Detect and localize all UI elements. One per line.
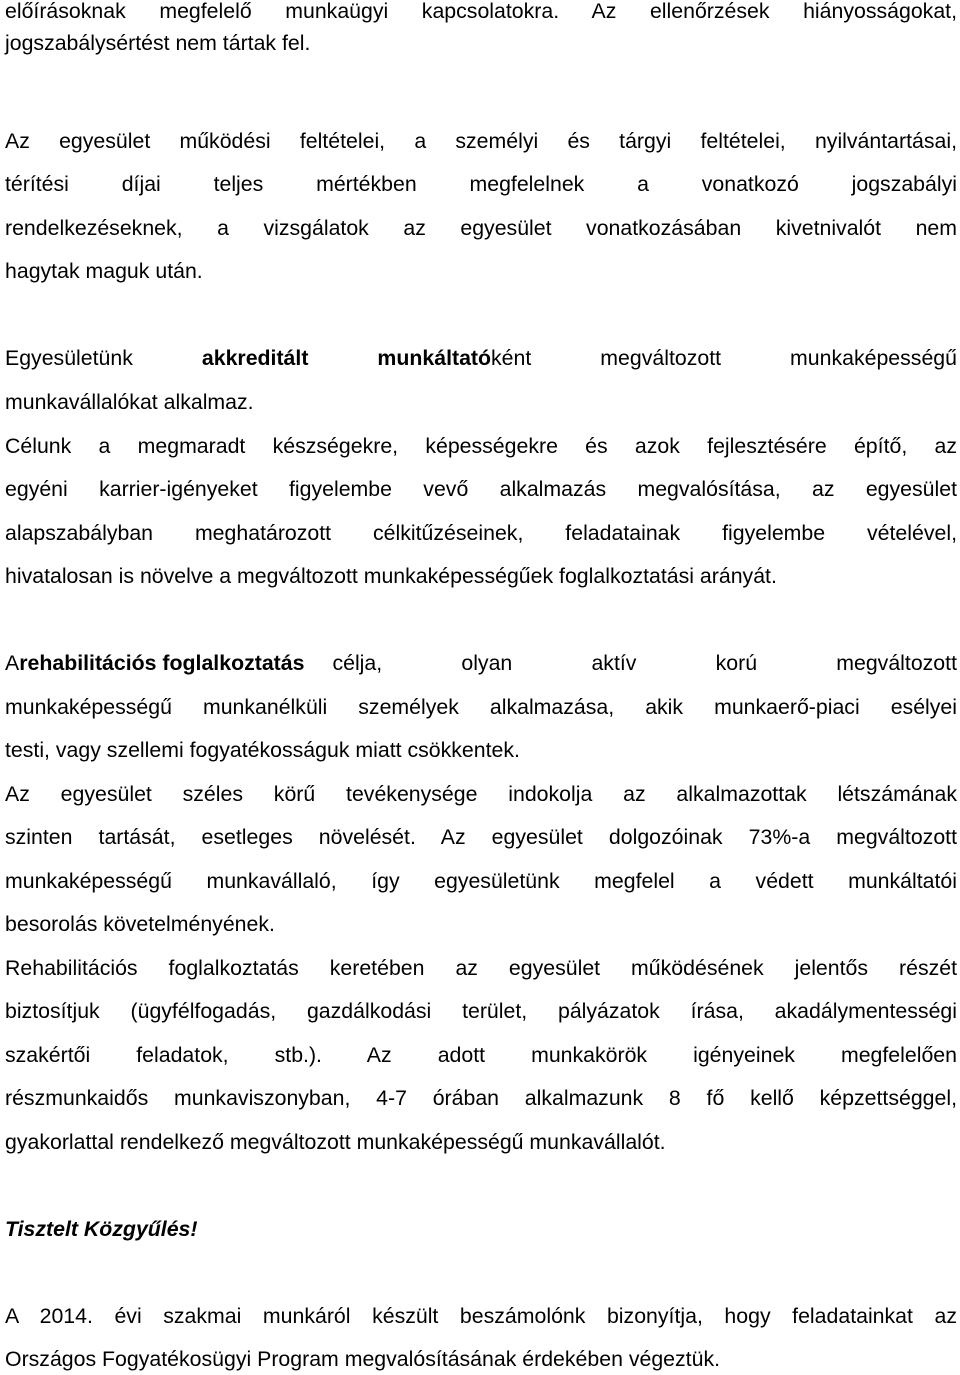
paragraph-line: Rehabilitációs foglalkoztatás keretében az egyesület működésének jelentős részét bbox=[5, 956, 957, 980]
paragraph-line: Az egyesület működési feltételei, a személyi és tárgyi feltételei, nyilvántartásai, bbox=[5, 129, 957, 153]
paragraph-line: hivatalosan is növelve a megváltozott munkaképességűek foglalkoztatási arányát. bbox=[5, 564, 777, 588]
paragraph-line: jogszabálysértést nem tártak fel. bbox=[5, 31, 311, 55]
paragraph-line: szinten tartását, esetleges növelését. Az egyesület dolgozóinak 73%-a megváltozott bbox=[5, 825, 957, 849]
emphasis-akkreditalt: akkreditált bbox=[201, 346, 309, 370]
paragraph-line: hagytak maguk után. bbox=[5, 259, 203, 283]
paragraph-line: besorolás követelményének. bbox=[5, 912, 275, 936]
paragraph-line: térítési díjai teljes mértékben megfelelnek a vonatkozó jogszabályi bbox=[5, 172, 957, 196]
salutation-heading: Tisztelt Közgyűlés! bbox=[5, 1217, 198, 1241]
text-run-group bbox=[377, 343, 531, 373]
paragraph-line: Az egyesület széles körű tevékenysége indokolja az alkalmazottak létszámának bbox=[5, 782, 957, 806]
paragraph-line: A 2014. évi szakmai munkáról készült beszámolónk bizonyítja, hogy feladatainkat az bbox=[5, 1304, 957, 1328]
emphasis-munkaltato: munkáltató bbox=[377, 346, 492, 370]
paragraph-line: részmunkaidős munkaviszonyban, 4-7 órában alkalmazunk 8 fő kellő képzettséggel, bbox=[5, 1086, 957, 1110]
text-run: ként bbox=[491, 346, 532, 370]
paragraph-line: Országos Fogyatékosügyi Program megvalósításának érdekében végeztük. bbox=[5, 1347, 721, 1371]
text-run: munkaképességű bbox=[790, 346, 957, 370]
paragraph-line: alapszabályban meghatározott célkitűzéseinek, feladatainak figyelembe vételével, bbox=[5, 521, 957, 545]
paragraph-line: munkavállalókat alkalmaz. bbox=[5, 390, 254, 414]
paragraph-line: szakértői feladatok, stb.). Az adott munkakörök igényeinek megfelelően bbox=[5, 1043, 957, 1067]
paragraph-line: rendelkezéseknek, a vizsgálatok az egyesület vonatkozásában kivetnivalót nem bbox=[5, 216, 957, 240]
text-run: célja, olyan aktív korú megváltozott bbox=[332, 651, 957, 675]
paragraph-line: munkaképességű munkavállaló, így egyesületünk megfelel a védett munkáltatói bbox=[5, 869, 957, 893]
paragraph-line: egyéni karrier-igényeket figyelembe vevő alkalmazás megvalósítása, az egyesület bbox=[5, 477, 957, 501]
paragraph-line bbox=[5, 343, 957, 373]
paragraph-line: előírásoknak megfelelő munkaügyi kapcsolatokra. Az ellenőrzések hiányosságokat, bbox=[5, 0, 957, 23]
paragraph-line: Célunk a megmaradt készségekre, képességekre és azok fejlesztésére építő, az bbox=[5, 434, 957, 458]
paragraph-line: biztosítjuk (ügyfélfogadás, gazdálkodási terület, pályázatok írása, akadálymentességi bbox=[5, 999, 957, 1023]
paragraph-line: munkaképességű munkanélküli személyek alkalmazása, akik munkaerő-piaci esélyei bbox=[5, 695, 957, 719]
paragraph-line: gyakorlattal rendelkező megváltozott munkaképességű munkavállalót. bbox=[5, 1130, 666, 1154]
text-run: A bbox=[5, 651, 20, 675]
text-run: Egyesületünk bbox=[5, 346, 133, 370]
paragraph-line: testi, vagy szellemi fogyatékosságuk miatt csökkentek. bbox=[5, 738, 520, 762]
paragraph-line bbox=[5, 648, 957, 678]
text-run: megváltozott bbox=[600, 346, 722, 370]
emphasis-rehabilitacios-foglalkoztatas: rehabilitációs foglalkoztatás bbox=[19, 651, 305, 675]
